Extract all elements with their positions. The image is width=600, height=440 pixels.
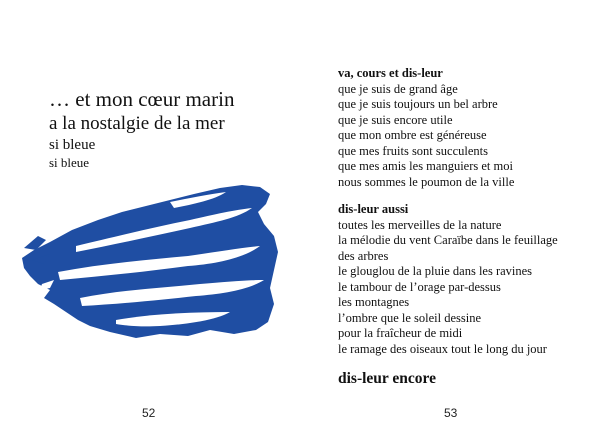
stanza-2-line: les montagnes [338,295,410,309]
page-number-left: 52 [142,406,156,420]
stanza-2-line: pour la fraîcheur de midi [338,326,463,340]
stanza-1-line: nous sommes le poumon de la ville [338,174,515,189]
stanza-1-line: que mon ombre est généreuse [338,128,487,142]
stanza-1-line: que mes fruits sont succulents [338,143,488,158]
stanza-2-line: des arbres [338,248,389,263]
right-page [300,0,600,440]
stanza-2-heading: dis-leur aussi [338,202,409,216]
stanza-2-line: la mélodie du vent Caraïbe dans le feuillage [338,233,558,247]
stanza-2 [338,202,588,357]
stanza-2-line: l’ombre que le soleil dessine [338,310,482,325]
stanza-1-line: que je suis de grand âge [338,81,458,96]
poem-body [338,66,588,389]
poem-title [49,86,234,171]
stanza-2-line: le glouglou de la pluie dans les ravines [338,264,533,278]
stanza-1-line: que je suis encore utile [338,112,453,127]
title-line-2: a la nostalgie de la mer [49,113,225,134]
stanza-1-heading: va, cours et dis-leur [338,66,443,80]
page-number-right: 53 [444,406,458,420]
stanza-spacer [338,190,588,202]
stanza-spacer [338,357,588,369]
title-line-1: … et mon cœur marin [49,87,235,111]
stanza-2-line: le tambour de l’orage par-dessus [338,279,501,294]
closing-heading: dis-leur encore [338,370,437,387]
stanza-1-line: que mes amis les manguiers et moi [338,159,513,173]
stanza-1 [338,66,588,190]
stanza-2-line: le ramage des oiseaux tout le long du jour [338,341,547,356]
title-line-3: si bleue [49,137,96,153]
stanza-2-line: toutes les merveilles de la nature [338,217,502,232]
blue-sea-brushstroke-illustration [20,180,280,340]
title-line-4: si bleue [49,155,90,170]
stanza-1-line: que je suis toujours un bel arbre [338,97,498,111]
